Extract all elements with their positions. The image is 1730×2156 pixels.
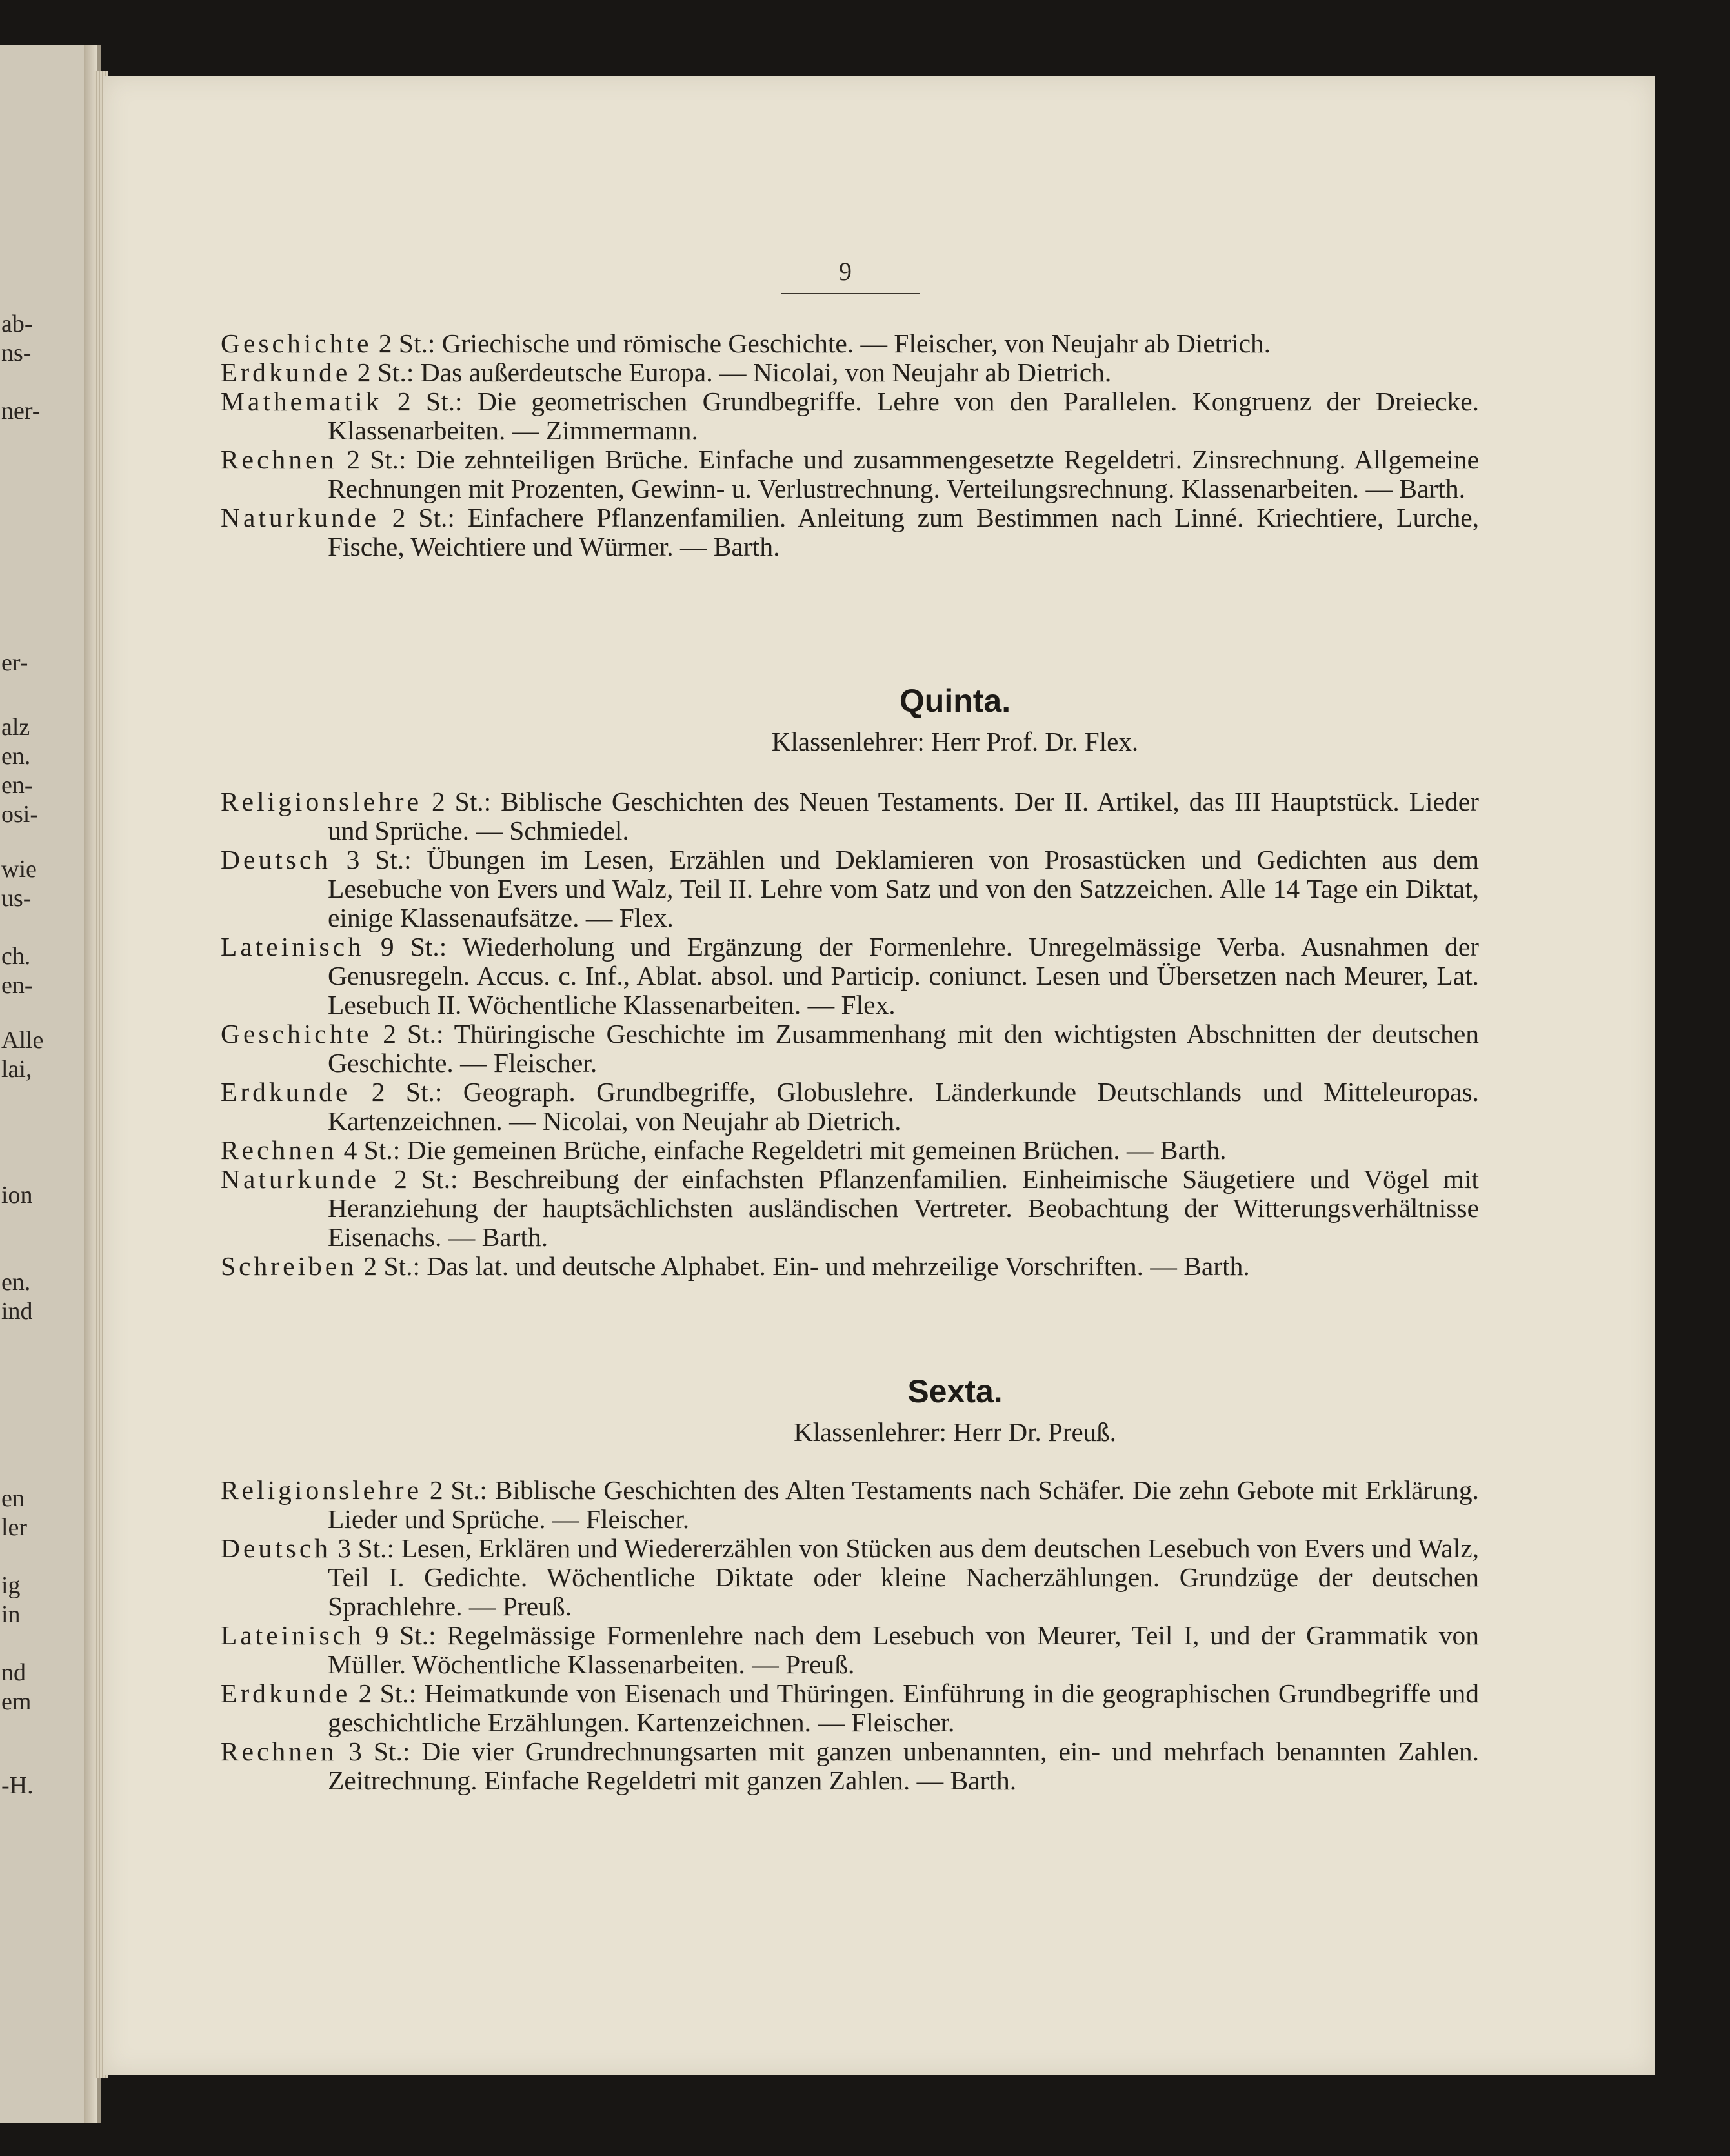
section-heading-sexta: Sexta. bbox=[907, 1373, 1003, 1409]
page-number: 9 bbox=[839, 257, 852, 286]
page-number-rule bbox=[781, 293, 920, 294]
subject-description: 2 St.: Biblische Geschichten des Alten Testaments nach Schäfer. Die zehn Gebote mit Erklärung. Lieder und Sprüche. — Fleischer. bbox=[328, 1475, 1479, 1534]
subject-description: 2 St.: Das außerdeutsche Europa. — Nicolai, von Neujahr ab Dietrich. bbox=[350, 358, 1112, 387]
subject-entry bbox=[221, 1136, 1479, 1165]
subject-entry bbox=[221, 358, 1479, 387]
subject-entry bbox=[221, 503, 1479, 561]
subject-label: Lateinisch bbox=[221, 932, 365, 962]
subject-entry bbox=[221, 1476, 1479, 1534]
subject-label: Erdkunde bbox=[221, 1678, 351, 1708]
section-sexta bbox=[221, 1476, 1479, 1795]
left-page-fragment: ler bbox=[1, 1514, 28, 1541]
subject-entry bbox=[221, 845, 1479, 932]
subject-label: Naturkunde bbox=[221, 503, 379, 532]
subject-label: Erdkunde bbox=[221, 358, 351, 387]
left-page-fragment: Alle bbox=[1, 1027, 44, 1054]
left-page-fragment: in bbox=[1, 1601, 21, 1628]
subject-description: 2 St.: Die zehnteiligen Brüche. Einfache und zusammengesetzte Regeldetri. Zinsrechnung. Allgemeine Rechnungen mit Prozenten, Gewinn- u. Verlustrechnung. Verteilungsrechnung. Klassenarbeiten. — Barth. bbox=[328, 445, 1479, 503]
section-quinta bbox=[221, 787, 1479, 1281]
left-page-fragment: alz bbox=[1, 714, 30, 741]
left-page-fragment: nd bbox=[1, 1659, 26, 1686]
subject-description: 2 St.: Heimatkunde von Eisenach und Thüringen. Einführung in die geographischen Grundbegriffe und geschichtliche Erzählungen. Kartenzeichnen. — Fleischer. bbox=[328, 1678, 1479, 1737]
subject-label: Lateinisch bbox=[221, 1620, 365, 1650]
subject-entry bbox=[221, 329, 1479, 358]
class-teacher-line: Klassenlehrer: Herr Dr. Preuß. bbox=[794, 1417, 1116, 1447]
subject-description: 9 St.: Regelmässige Formenlehre nach dem Lesebuch von Meurer, Teil I, und der Grammatik von Müller. Wöchentliche Klassenarbeiten. — Preuß. bbox=[328, 1620, 1479, 1679]
subject-description: 2 St.: Einfachere Pflanzenfamilien. Anleitung zum Bestimmen nach Linné. Kriechtiere, Lurche, Fische, Weichtiere und Würmer. — Barth. bbox=[328, 503, 1479, 561]
subject-label: Religionslehre bbox=[221, 1475, 423, 1505]
subject-entry bbox=[221, 1737, 1479, 1795]
left-page-fragment: wie bbox=[1, 856, 37, 883]
subject-entry bbox=[221, 1165, 1479, 1252]
left-page-fragment: en- bbox=[1, 772, 33, 799]
subject-label: Naturkunde bbox=[221, 1164, 379, 1194]
subject-description: 3 St.: Übungen im Lesen, Erzählen und Deklamieren von Prosastücken und Gedichten aus dem Lesebuche von Evers und Walz, Teil II. Lehre vom Satz und von den Satzzeichen. Alle 14 Tage ein Diktat, einige Klassenaufsätze. — Flex. bbox=[328, 845, 1479, 932]
subject-entry bbox=[221, 1252, 1479, 1281]
subject-label: Geschichte bbox=[221, 1019, 372, 1049]
left-page-fragment: lai, bbox=[1, 1056, 32, 1083]
section-heading-quinta: Quinta. bbox=[899, 683, 1011, 719]
left-page-fragment: ns- bbox=[1, 339, 32, 367]
left-page-fragment: ch. bbox=[1, 943, 31, 970]
subject-entry bbox=[221, 1621, 1479, 1679]
left-page-fragment: en bbox=[1, 1485, 25, 1512]
left-page-fragment: us- bbox=[1, 885, 32, 912]
subject-description: 2 St.: Die geometrischen Grundbegriffe. Lehre von den Parallelen. Kongruenz der Dreiecke. Klassenarbeiten. — Zimmermann. bbox=[328, 387, 1479, 445]
left-page-fragment: -H. bbox=[1, 1772, 34, 1799]
subject-entry bbox=[221, 787, 1479, 845]
subject-entry bbox=[221, 932, 1479, 1020]
subject-label: Mathematik bbox=[221, 387, 383, 416]
subject-description: 2 St.: Thüringische Geschichte im Zusammenhang mit den wichtigsten Abschnitten der deutschen Geschichte. — Fleischer. bbox=[328, 1019, 1479, 1078]
left-page-fragment: osi- bbox=[1, 801, 38, 828]
left-page-fragment: ion bbox=[1, 1182, 33, 1209]
subject-description: 2 St.: Beschreibung der einfachsten Pflanzenfamilien. Einheimische Säugetiere und Vögel mit Heranziehung der hauptsächlichsten ausländischen Vertreter. Beobachtung der Witterungsverhältnisse Eisenachs. — Barth. bbox=[328, 1164, 1479, 1252]
left-page-fragment: en. bbox=[1, 1269, 31, 1296]
subject-label: Rechnen bbox=[221, 1737, 337, 1766]
subject-label: Geschichte bbox=[221, 328, 372, 358]
subject-label: Schreiben bbox=[221, 1251, 357, 1281]
left-page-edge bbox=[0, 45, 101, 2123]
section-continuation bbox=[221, 329, 1479, 561]
subject-description: 2 St.: Biblische Geschichten des Neuen Testaments. Der II. Artikel, das III Hauptstück. Lieder und Sprüche. — Schmiedel. bbox=[328, 787, 1479, 845]
left-page-fragment: ind bbox=[1, 1298, 33, 1325]
left-page-fragment: em bbox=[1, 1688, 32, 1715]
subject-description: 9 St.: Wiederholung und Ergänzung der Formenlehre. Unregelmässige Verba. Ausnahmen der Genusregeln. Accus. c. Inf., Ablat. absol. und Particip. coniunct. Lesen und Übersetzen nach Meurer, Lat. Lesebuch II. Wöchentliche Klassenarbeiten. — Flex. bbox=[328, 932, 1479, 1020]
left-page-fragment: ner- bbox=[1, 398, 41, 425]
subject-entry bbox=[221, 387, 1479, 445]
subject-entry bbox=[221, 1534, 1479, 1621]
left-page-fragment: en- bbox=[1, 972, 33, 999]
subject-entry bbox=[221, 1679, 1479, 1737]
subject-label: Rechnen bbox=[221, 1135, 337, 1165]
left-page-fragment: ab- bbox=[1, 310, 33, 338]
subject-label: Religionslehre bbox=[221, 787, 423, 816]
document-page bbox=[103, 76, 1655, 2075]
left-page-fragment: ig bbox=[1, 1572, 21, 1599]
subject-entry bbox=[221, 1020, 1479, 1078]
subject-label: Deutsch bbox=[221, 1533, 331, 1563]
left-page-fragment: er- bbox=[1, 649, 28, 676]
subject-description: 2 St.: Griechische und römische Geschichte. — Fleischer, von Neujahr ab Dietrich. bbox=[372, 328, 1271, 358]
left-page-fragment: en. bbox=[1, 743, 31, 770]
subject-label: Erdkunde bbox=[221, 1077, 351, 1107]
subject-description: 2 St.: Geograph. Grundbegriffe, Globuslehre. Länderkunde Deutschlands und Mitteleuropas. Kartenzeichnen. — Nicolai, von Neujahr ab Dietrich. bbox=[328, 1077, 1479, 1136]
subject-entry bbox=[221, 1078, 1479, 1136]
subject-description: 2 St.: Das lat. und deutsche Alphabet. Ein- und mehrzeilige Vorschriften. — Barth. bbox=[356, 1251, 1250, 1281]
subject-description: 3 St.: Lesen, Erklären und Wiedererzählen von Stücken aus dem deutschen Lesebuch von Evers und Walz, Teil I. Gedichte. Wöchentliche Diktate oder kleine Nacherzählungen. Grundzüge der deutschen Sprachlehre. — Preuß. bbox=[328, 1533, 1479, 1621]
subject-description: 4 St.: Die gemeinen Brüche, einfache Regeldetri mit gemeinen Brüchen. — Barth. bbox=[337, 1135, 1227, 1165]
subject-label: Deutsch bbox=[221, 845, 331, 874]
subject-description: 3 St.: Die vier Grundrechnungsarten mit ganzen unbenannten, ein- und mehrfach benannten Zahlen. Zeitrechnung. Einfache Regeldetri mit ganzen Zahlen. — Barth. bbox=[328, 1737, 1479, 1795]
subject-label: Rechnen bbox=[221, 445, 337, 474]
subject-entry bbox=[221, 445, 1479, 503]
class-teacher-line: Klassenlehrer: Herr Prof. Dr. Flex. bbox=[771, 727, 1139, 756]
